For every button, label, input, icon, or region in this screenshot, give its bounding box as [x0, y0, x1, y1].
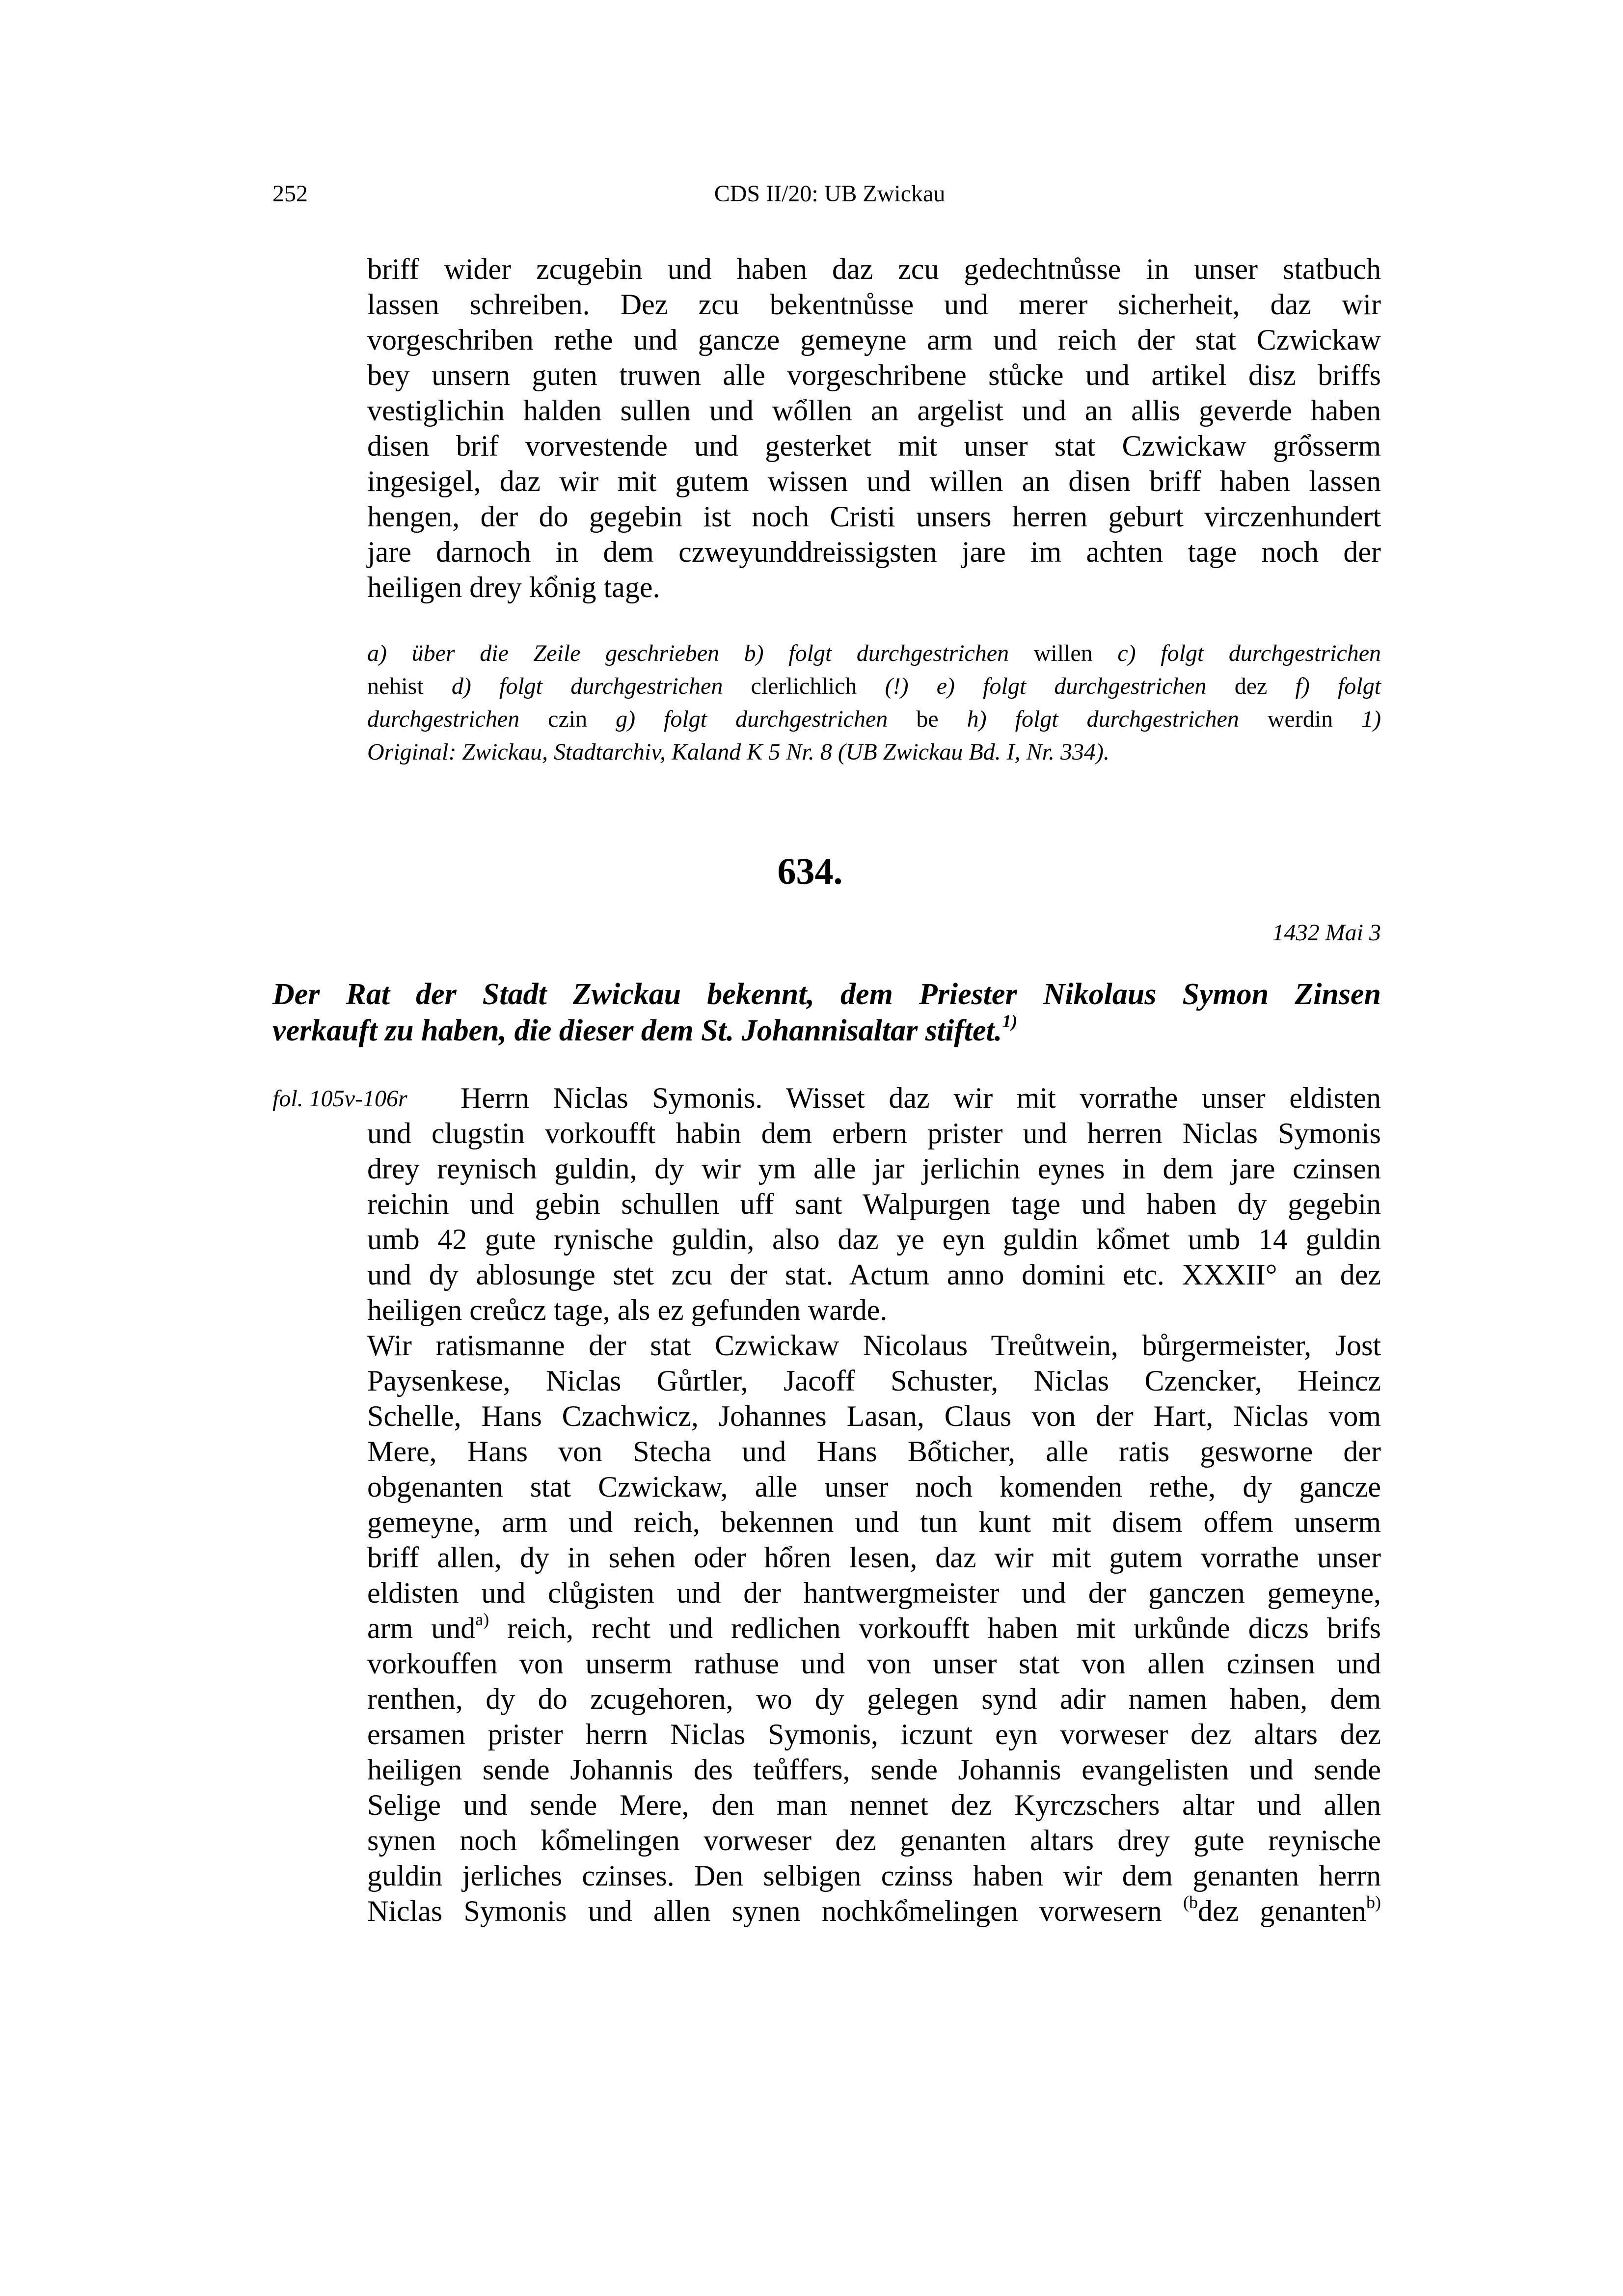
entry-text — [367, 1080, 1381, 1929]
text-line: reichin und gebin schullen uff sant Walpurgen tage und haben dy gegebin — [367, 1188, 1381, 1220]
text-line: bey unsern guten truwen alle vorgeschribene stůcke und artikel disz briffs — [367, 359, 1381, 391]
text-line: jare darnoch in dem czweyunddreissigsten jare im achten tage noch der — [367, 536, 1381, 568]
page-number: 252 — [272, 181, 308, 207]
document-date: 1432 Mai 3 — [1272, 920, 1381, 946]
regest-line — [272, 1012, 1381, 1049]
text-line: und clugstin vorkoufft habin dem erbern prister und herren Niclas Symonis — [367, 1117, 1381, 1149]
text-line: drey reynisch guldin, dy wir ym alle jar jerlichin eynes in dem jare czinsen — [367, 1152, 1381, 1185]
footnote-f: f) folgt — [1295, 673, 1381, 699]
footnote-word: clerlichlich — [751, 673, 857, 699]
text-line: Mere, Hans von Stecha und Hans Bổticher, alle ratis gesworne der — [367, 1435, 1381, 1468]
text-line: Schelle, Hans Czachwicz, Johannes Lasan, Claus von der Hart, Niclas vom — [367, 1400, 1381, 1432]
regest-text: verkauft zu haben, die dieser dem St. Johannisaltar stiftet. — [272, 1014, 1002, 1047]
footnote-e: e) folgt durchgestrichen — [936, 673, 1207, 699]
footnote-word: czin — [548, 706, 588, 732]
document-number: 634. — [777, 851, 843, 892]
text-line: vorkouffen von unserm rathuse und von unser stat von allen czinsen und — [367, 1647, 1381, 1680]
footnote-line — [367, 637, 1381, 670]
previous-document-text — [367, 251, 1381, 605]
text-line: gemeyne, arm und reich, bekennen und tun kunt mit disem offem unserm — [367, 1506, 1381, 1538]
footnote-h: h) folgt durchgestrichen — [967, 706, 1239, 732]
text-segment: dez genanten — [1197, 1895, 1366, 1927]
text-line: obgenanten stat Czwickaw, alle unser noch komenden rethe, dy gancze — [367, 1471, 1381, 1503]
regest-note-mark: 1) — [1002, 1011, 1018, 1032]
text-line: ersamen prister herrn Niclas Symonis, iczunt eyn vorweser dez altars dez — [367, 1718, 1381, 1750]
footnote-d: d) folgt durchgestrichen — [451, 673, 723, 699]
text-line: ingesigel, daz wir mit gutem wissen und willen an disen briff haben lassen — [367, 465, 1381, 497]
footnote-word: willen — [1033, 640, 1093, 666]
text-line: lassen schreiben. Dez zcu bekentnůsse und merer sicherheit, daz wir — [367, 288, 1381, 321]
text-line: renthen, dy do zcugehoren, wo dy gelegen synd adir namen haben, dem — [367, 1683, 1381, 1715]
text-line: disen brif vorvestende und gesterket mit unser stat Czwickaw grổsserm — [367, 430, 1381, 462]
footnote-f-cont: durchgestrichen — [367, 706, 520, 732]
footnote-word: nehist — [367, 673, 424, 699]
footnote-word: dez — [1234, 673, 1268, 699]
footnote-line — [367, 703, 1381, 736]
text-line: heiligen drey kổnig tage. — [367, 571, 660, 603]
footnote-source: Original: Zwickau, Stadtarchiv, Kaland K 5 Nr. 8 (UB Zwickau Bd. I, Nr. 334). — [367, 739, 1109, 765]
text-segment: reich, recht und redlichen vorkoufft haben mit urkůnde diczs brifs — [489, 1612, 1381, 1644]
text-line: Paysenkese, Niclas Gůrtler, Jacoff Schuster, Niclas Czencker, Heincz — [367, 1365, 1381, 1397]
note-mark-b-open: (b — [1183, 1892, 1198, 1912]
text-line: vestiglichin halden sullen und wổllen an argelist und an allis geverde haben — [367, 394, 1381, 427]
text-line: synen noch kổmelingen vorweser dez genanten altars drey gute reynische — [367, 1824, 1381, 1857]
text-line — [367, 1611, 1381, 1646]
text-line: briff wider zcugebin und haben daz zcu gedechtnůsse in unser statbuch — [367, 253, 1381, 285]
text-line: umb 42 gute rynische guldin, also daz ye eyn guldin kổmet umb 14 guldin — [367, 1223, 1381, 1256]
footnote-a: a) über die Zeile geschrieben — [367, 640, 720, 666]
footnote-g: g) folgt durchgestrichen — [616, 706, 888, 732]
text-line: guldin jerliches czinses. Den selbigen czinss haben wir dem genanten herrn — [367, 1859, 1381, 1892]
footnote-word: be — [916, 706, 939, 732]
text-line: Herrn Niclas Symonis. Wisset daz wir mit vorrathe unser eldisten — [460, 1082, 1381, 1114]
regest — [272, 976, 1381, 1049]
text-line: hengen, der do gegebin ist noch Cristi unsers herren geburt virczenhundert — [367, 500, 1381, 533]
text-segment: arm und — [367, 1612, 476, 1644]
footnote-line — [367, 670, 1381, 703]
footnote-1: 1) — [1361, 706, 1381, 732]
note-mark-a: a) — [475, 1609, 489, 1629]
text-line: eldisten und clůgisten und der hantwergmeister und der ganczen gemeyne, — [367, 1577, 1381, 1609]
footnote-word: werdin — [1267, 706, 1333, 732]
regest-line: Der Rat der Stadt Zwickau bekennt, dem Priester Nikolaus Symon Zinsen — [272, 978, 1381, 1011]
footnote-mark: (!) — [885, 673, 909, 699]
text-line: briff allen, dy in sehen oder hổren lesen, daz wir mit gutem vorrathe unser — [367, 1541, 1381, 1574]
running-title: CDS II/20: UB Zwickau — [714, 181, 946, 207]
text-line: Wir ratismanne der stat Czwickaw Nicolaus Treůtwein, bůrgermeister, Jost — [367, 1329, 1381, 1362]
text-segment: Niclas Symonis und allen synen nochkổmelingen vorwesern — [367, 1895, 1183, 1927]
text-line: heiligen sende Johannis des teůffers, sende Johannis evangelisten und sende — [367, 1753, 1381, 1786]
footnote-c: c) folgt durchgestrichen — [1117, 640, 1381, 666]
folio-reference: fol. 105v-106r — [272, 1086, 407, 1112]
footnotes — [367, 637, 1381, 768]
text-line: Selige und sende Mere, den man nennet dez Kyrczschers altar und allen — [367, 1789, 1381, 1821]
text-line: heiligen creůcz tage, als ez gefunden warde. — [367, 1294, 888, 1326]
note-mark-b-close: b) — [1366, 1892, 1381, 1912]
text-line — [367, 1893, 1381, 1929]
text-line: und dy ablosunge stet zcu der stat. Actum anno domini etc. XXXII° an dez — [367, 1258, 1381, 1291]
footnote-b: b) folgt durchgestrichen — [744, 640, 1009, 666]
text-line: vorgeschriben rethe und gancze gemeyne arm und reich der stat Czwickaw — [367, 324, 1381, 356]
